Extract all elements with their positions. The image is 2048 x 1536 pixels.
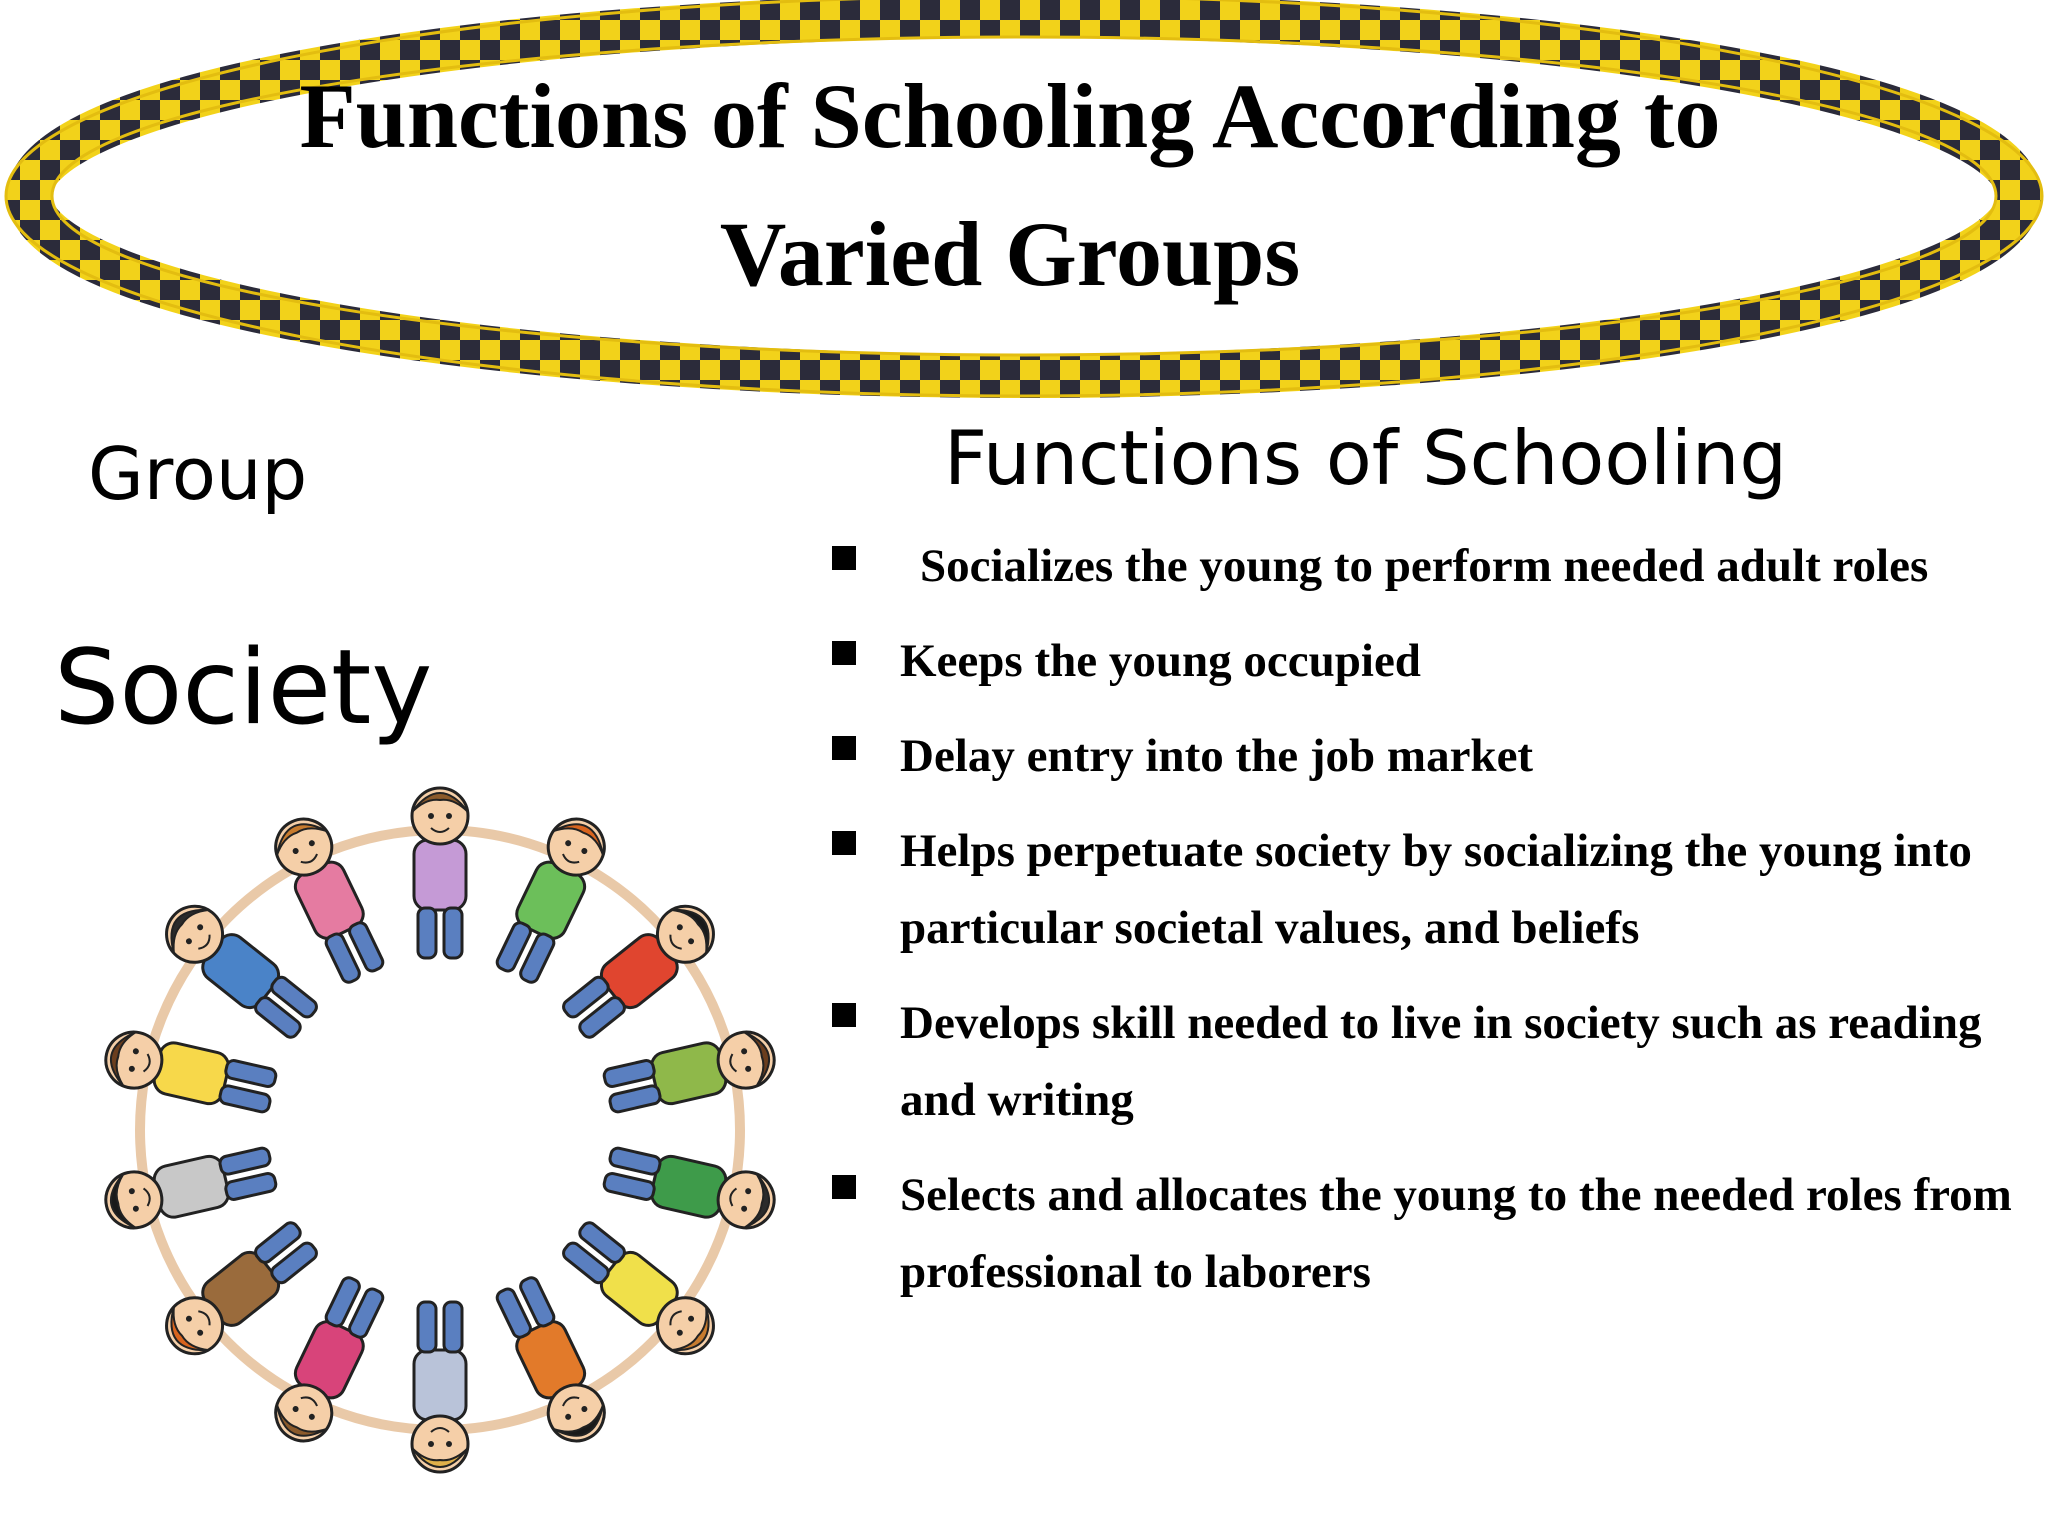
functions-list	[820, 528, 2020, 1311]
bullet-text: Delay entry into the job market	[900, 730, 1534, 782]
list-item	[820, 528, 2020, 605]
child-figure	[557, 895, 725, 1045]
bullet-text: Develops skill needed to live in society such as reading and writing	[900, 997, 1982, 1126]
functions-column-heading: Functions of Schooling	[944, 414, 1788, 502]
list-item	[820, 985, 2020, 1139]
black-square-icon	[832, 736, 856, 760]
black-square-icon	[832, 546, 856, 570]
black-square-icon	[832, 1003, 856, 1027]
child-figure	[100, 1027, 278, 1120]
black-square-icon	[832, 641, 856, 665]
child-figure	[412, 1302, 468, 1472]
bullet-text: Helps perpetuate society by socializing the young into particular societal values, and beliefs	[900, 825, 1972, 954]
child-figure	[155, 895, 323, 1045]
checkered-oval-border	[0, 0, 2048, 400]
black-square-icon	[832, 831, 856, 855]
bullet-text: Selects and allocates the young to the needed roles from professional to laborers	[900, 1169, 2012, 1298]
group-name-society: Society	[54, 628, 433, 748]
group-column-heading: Group	[88, 432, 308, 516]
joined-hands-ring	[140, 830, 740, 1430]
title-line-2: Varied Groups	[719, 203, 1301, 305]
child-figure	[557, 1215, 725, 1365]
list-item	[820, 813, 2020, 967]
black-square-icon	[832, 1175, 856, 1199]
child-figure	[601, 1027, 779, 1120]
bullet-text: Keeps the young occupied	[900, 635, 1421, 687]
bullet-text: Socializes the young to perform needed adult roles	[920, 540, 1929, 592]
list-item	[820, 623, 2020, 700]
child-figure	[155, 1215, 323, 1365]
title-line-1: Functions of Schooling According to	[299, 65, 1721, 167]
list-item	[820, 718, 2020, 795]
child-figure	[412, 788, 468, 958]
children-circle-illustration	[60, 690, 820, 1520]
child-figure	[601, 1141, 779, 1234]
list-item	[820, 1157, 2020, 1311]
child-figure	[100, 1141, 278, 1234]
